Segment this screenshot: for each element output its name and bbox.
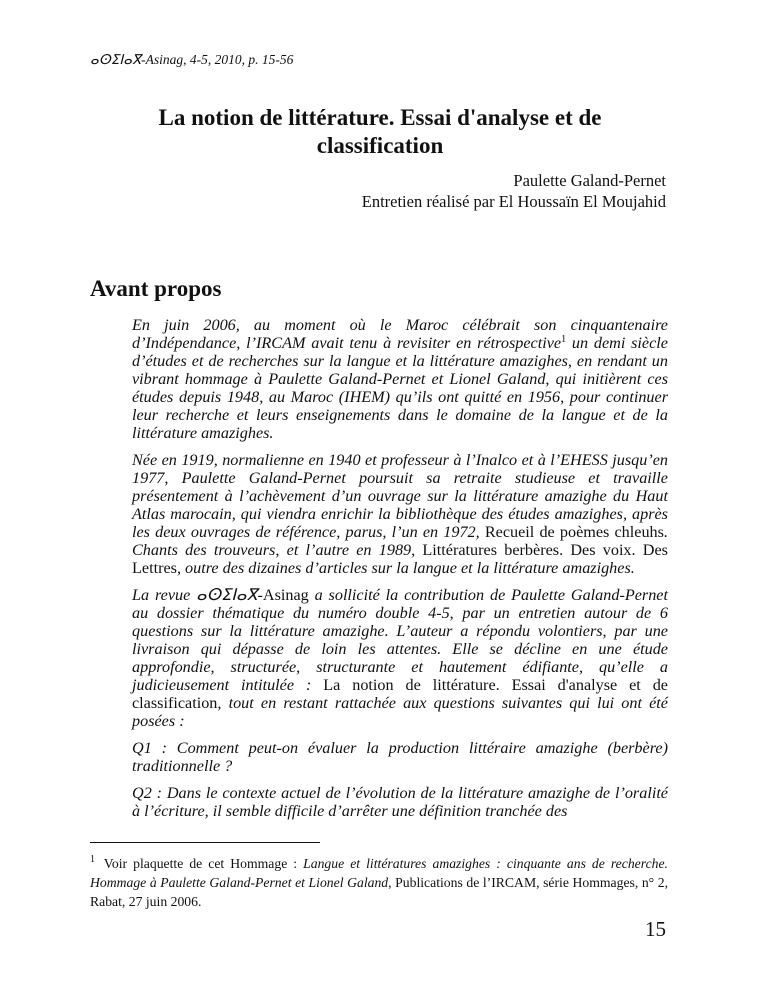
footnote-text: , Publications de l’IRCAM, série Hommages, n° 2, Rabat, 27 juin 2006. (90, 875, 668, 909)
page-number: 15 (645, 917, 666, 941)
footnote-ref[interactable]: 1 (561, 334, 567, 345)
footnote-number: 1 (90, 854, 95, 865)
paragraph-text: a sollicité la contribution de Paulette Galand-Pernet au dossier thématique du numéro double 4-5, par un entretien autour de 6 questions sur la littérature amazighe. L’auteur a répondu volontiers, par une livraison qui dépasse de loin les attentes. Elle se décline en une étude approfondie, structurée, structurante et hautement édifiante, qu’elle a judicieusement intitulée : (132, 586, 668, 694)
running-head-citation: -Asinag, 4-5, 2010, p. 15-56 (141, 52, 294, 67)
footnote-rule (90, 842, 320, 843)
paragraph-text: , outre des dizaines d’articles sur la langue et la littérature amazighes. (176, 559, 635, 577)
article-title: La notion de littérature. Essai d'analyse et de classification (158, 105, 602, 158)
author-name: Paulette Galand-Pernet (513, 171, 666, 190)
paragraph-text: Née en 1919, normalienne en 1940 et professeur à l’Inalco et à l’EHESS jusqu’en 1977, Paulette Galand-Pernet poursuit sa retraite studieuse et travaille présentement à l’achèvement d’un ouvrage sur la littérature amazighe du Haut Atlas marocain, qui viendra enrichir la bibliothèque des études amazighes, après les deux ouvrages de référence, parus, l’un en 1972, (132, 451, 668, 541)
book-title: Recueil de poèmes chleuhs (484, 523, 664, 541)
journal-name-tifinagh: ⴰⵙⵉⵏⴰⴳ (196, 586, 258, 604)
book-title: Littératures berbères. Des voix. Des Lettres (132, 541, 668, 577)
body-text (132, 316, 668, 829)
paragraph-text: En juin 2006, au moment où le Maroc célébrait son cinquantenaire d’Indépendance, l’IRCAM avait tenu à revisiter en rétrospective (132, 316, 668, 352)
author-block (362, 170, 666, 212)
paragraph-text: . Chants des trouveurs, et l’autre en 1989, (132, 523, 668, 559)
section-heading: Avant propos (90, 276, 222, 301)
footnote (90, 850, 668, 911)
paragraph (132, 451, 668, 577)
question-1: Q1 : Comment peut-on évaluer la production littéraire amazighe (berbère) traditionnelle ? (132, 739, 668, 775)
footnote-book-title: Langue et littératures amazighes : cinquante ans de recherche. Hommage à Paulette Galand-Pernet et Lionel Galand (90, 856, 668, 890)
paragraph-text: un demi siècle d’études et de recherches sur la langue et la littérature amazighes, en rendant un vibrant hommage à Paulette Galand-Pernet et Lionel Galand, qui initièrent ces études depuis 1948, au Maroc (IHEM) qu’ils ont quitté en 1956, pour continuer leur recherche et leurs enseignements dans le domaine de la langue et de la littérature amazighes. (132, 334, 668, 442)
article-title-ref: La notion de littérature. Essai d'analyse et de classification (132, 676, 668, 712)
paragraph-text: , tout en restant rattachée aux questions suivantes qui lui ont été posées : (132, 694, 668, 730)
interview-credit: Entretien réalisé par El Houssaïn El Moujahid (361, 192, 666, 211)
paragraph-text: La revue (132, 586, 197, 604)
journal-name: -Asinag (257, 586, 309, 604)
footnote-text: Voir plaquette de cet Hommage : (98, 856, 304, 871)
question-2: Q2 : Dans le contexte actuel de l’évolution de la littérature amazighe de l’oralité à l’écriture, il semble difficile d’arrêter une définition tranchée des (132, 784, 668, 820)
running-head (90, 52, 293, 68)
paragraph (132, 586, 668, 730)
paragraph (132, 316, 668, 442)
running-head-tifinagh: ⴰⵙⵉⵏⴰⴳ (90, 52, 142, 67)
